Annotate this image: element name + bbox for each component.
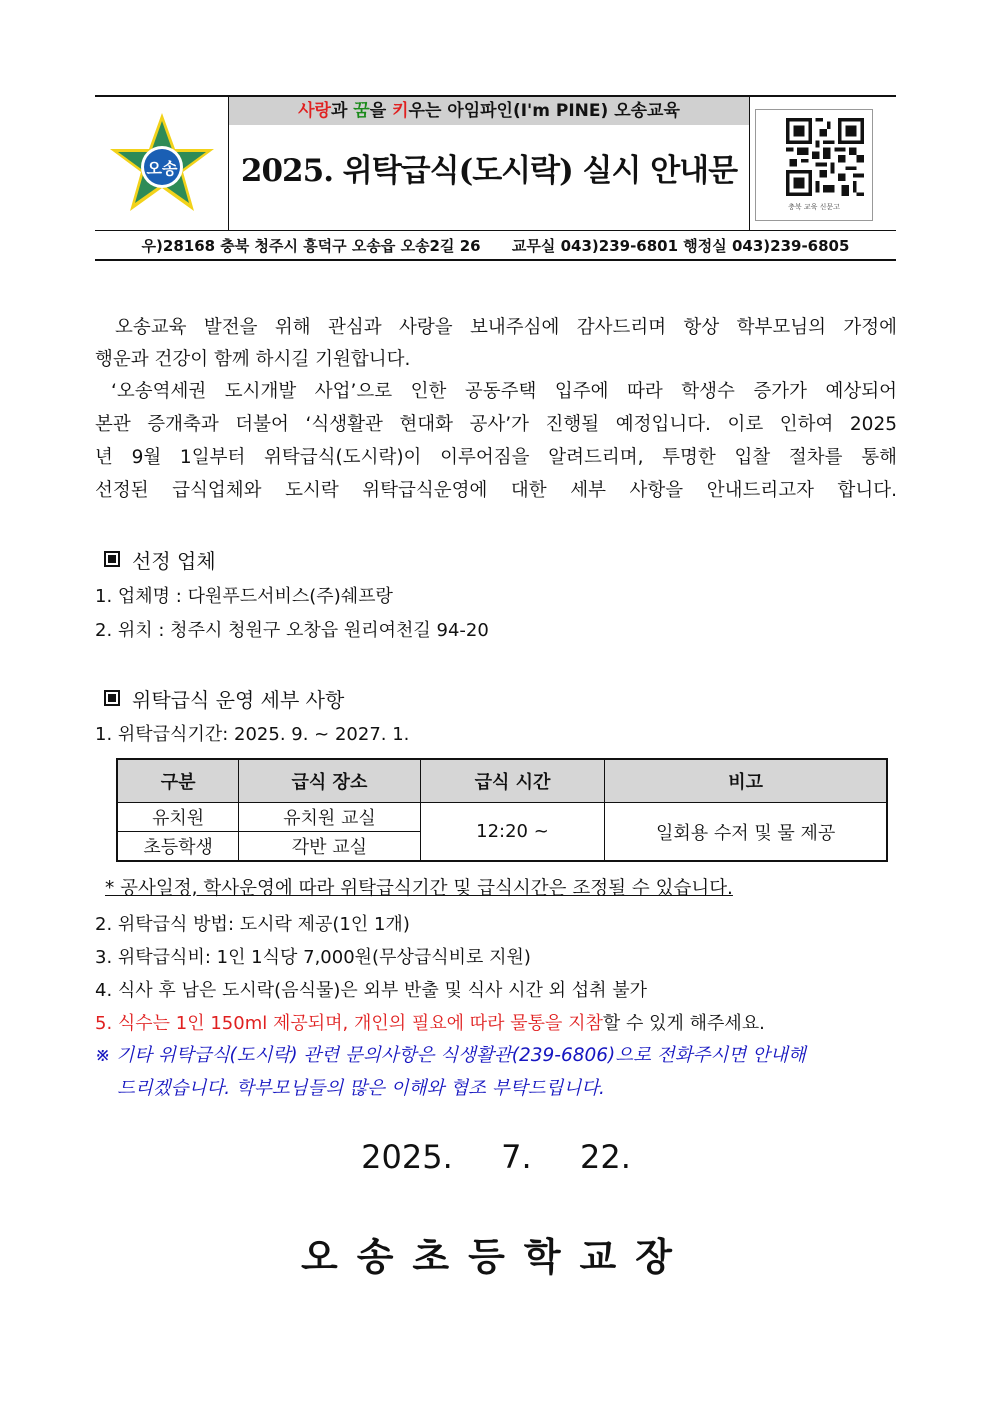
section-heading-text: 선정 업체 — [132, 549, 216, 573]
table-cell-remark: 일회용 수저 및 물 제공 — [605, 803, 887, 862]
table-header: 구분 — [117, 759, 239, 803]
qr-code-icon — [786, 118, 864, 196]
header-top-row — [95, 95, 896, 231]
vendor-location: 2. 위치 : 청주시 청원구 오창읍 원리여천길 94-20 — [95, 620, 489, 641]
schedule-note: * 공사일정, 학사운영에 따라 위탁급식기간 및 급식시간은 조정될 수 있습니다. — [105, 878, 733, 899]
section-heading-vendor — [104, 545, 216, 574]
document-header — [95, 95, 896, 263]
intro-line: 본관 증개축과 더불어 ‘식생활관 현대화 공사’가 진행될 예정입니다. 이로 인하여 2025 — [95, 414, 897, 435]
qr-cell — [755, 109, 873, 221]
intro-line: 년 9월 1일부터 위탁급식(도시락)이 이루어짐을 알려드리며, 투명한 입찰 절차를 통해 — [95, 447, 897, 468]
table-header: 급식 시간 — [420, 759, 605, 803]
table-cell-place: 유치원 교실 — [239, 803, 421, 832]
slogan-text: 우는 아임파인(I'm PINE) 오송교육 — [408, 101, 680, 121]
slogan-word-dream: 꿈 — [353, 101, 370, 121]
table-cell-group: 초등학생 — [117, 832, 239, 862]
table-cell-place: 각반 교실 — [239, 832, 421, 862]
water-notice-rest: 할 수 있게 해주세요. — [602, 1013, 765, 1034]
slogan-text: 을 — [369, 101, 393, 121]
title-cell — [229, 97, 750, 231]
logo-cell — [95, 97, 229, 231]
logo-text: 오송 — [146, 159, 178, 178]
meal-method: 2. 위탁급식 방법: 도시락 제공(1인 1개) — [95, 914, 410, 935]
leftover-rule: 4. 식사 후 남은 도시락(음식물)은 외부 반출 및 식사 시간 외 섭취 불가 — [95, 980, 647, 1001]
slogan-text: 과 — [330, 101, 354, 121]
square-bullet-icon — [104, 690, 120, 706]
table-cell-group: 유치원 — [117, 803, 239, 832]
inquiry-line: 드리겠습니다. 학부모님들의 많은 이해와 협조 부탁드립니다. — [117, 1078, 605, 1099]
intro-text: ‘오송역세권 도시개발 사업’으로 인한 공동주택 입주에 따라 학생수 증가가 예상되어 — [111, 381, 897, 402]
table-cell-time: 12:20 ~ — [420, 803, 605, 862]
slogan-banner — [229, 97, 749, 125]
intro-text: 오송교육 발전을 위해 관심과 사랑을 보내주심에 감사드리며 항상 학부모님의 가정에 — [115, 317, 897, 338]
document-title: 2025. 위탁급식(도시락) 실시 안내문 — [240, 153, 738, 189]
school-address: 우)28168 충북 청주시 흥덕구 오송읍 오송2길 26 교무실 043)239-6801 행정실 043)239-6805 — [95, 231, 896, 261]
operation-period: 1. 위탁급식기간: 2025. 9. ~ 2027. 1. — [95, 724, 410, 745]
section-heading-operation — [104, 684, 344, 713]
intro-line: 행운과 건강이 함께 하시길 기원합니다. — [95, 349, 411, 370]
principal-signature: 오송초등학교장 — [301, 1235, 691, 1279]
table-header: 비고 — [605, 759, 887, 803]
water-notice — [95, 1009, 765, 1035]
intro-line — [95, 312, 897, 345]
meal-schedule-table — [116, 758, 888, 862]
table-row — [117, 803, 887, 832]
slogan-word-grow: 키 — [392, 101, 409, 121]
square-bullet-icon — [104, 551, 120, 567]
inquiry-line: ※ 기타 위탁급식(도시락) 관련 문의사항은 식생활관(239-6806)으로 전화주시면 안내해 — [95, 1045, 806, 1066]
meal-cost: 3. 위탁급식비: 1인 1식당 7,000원(무상급식비로 지원) — [95, 947, 531, 968]
table-header: 급식 장소 — [239, 759, 421, 803]
qr-caption: 충북 교육 신문고 — [788, 203, 840, 211]
vendor-name: 1. 업체명 : 다원푸드서비스(주)쉐프랑 — [95, 586, 393, 607]
table-header-row — [117, 759, 887, 803]
document-date: 2025. 7. 22. — [361, 1138, 631, 1176]
intro-line — [95, 376, 897, 409]
water-notice-highlight: 5. 식수는 1인 150ml 제공되며, 개인의 필요에 따라 물통을 지참 — [95, 1013, 603, 1034]
school-logo-icon — [107, 111, 217, 217]
intro-line: 선정된 급식업체와 도시락 위탁급식운영에 대한 세부 사항을 안내드리고자 합니다. — [95, 480, 897, 501]
slogan-word-love: 사랑 — [298, 101, 331, 121]
section-heading-text: 위탁급식 운영 세부 사항 — [132, 688, 345, 712]
